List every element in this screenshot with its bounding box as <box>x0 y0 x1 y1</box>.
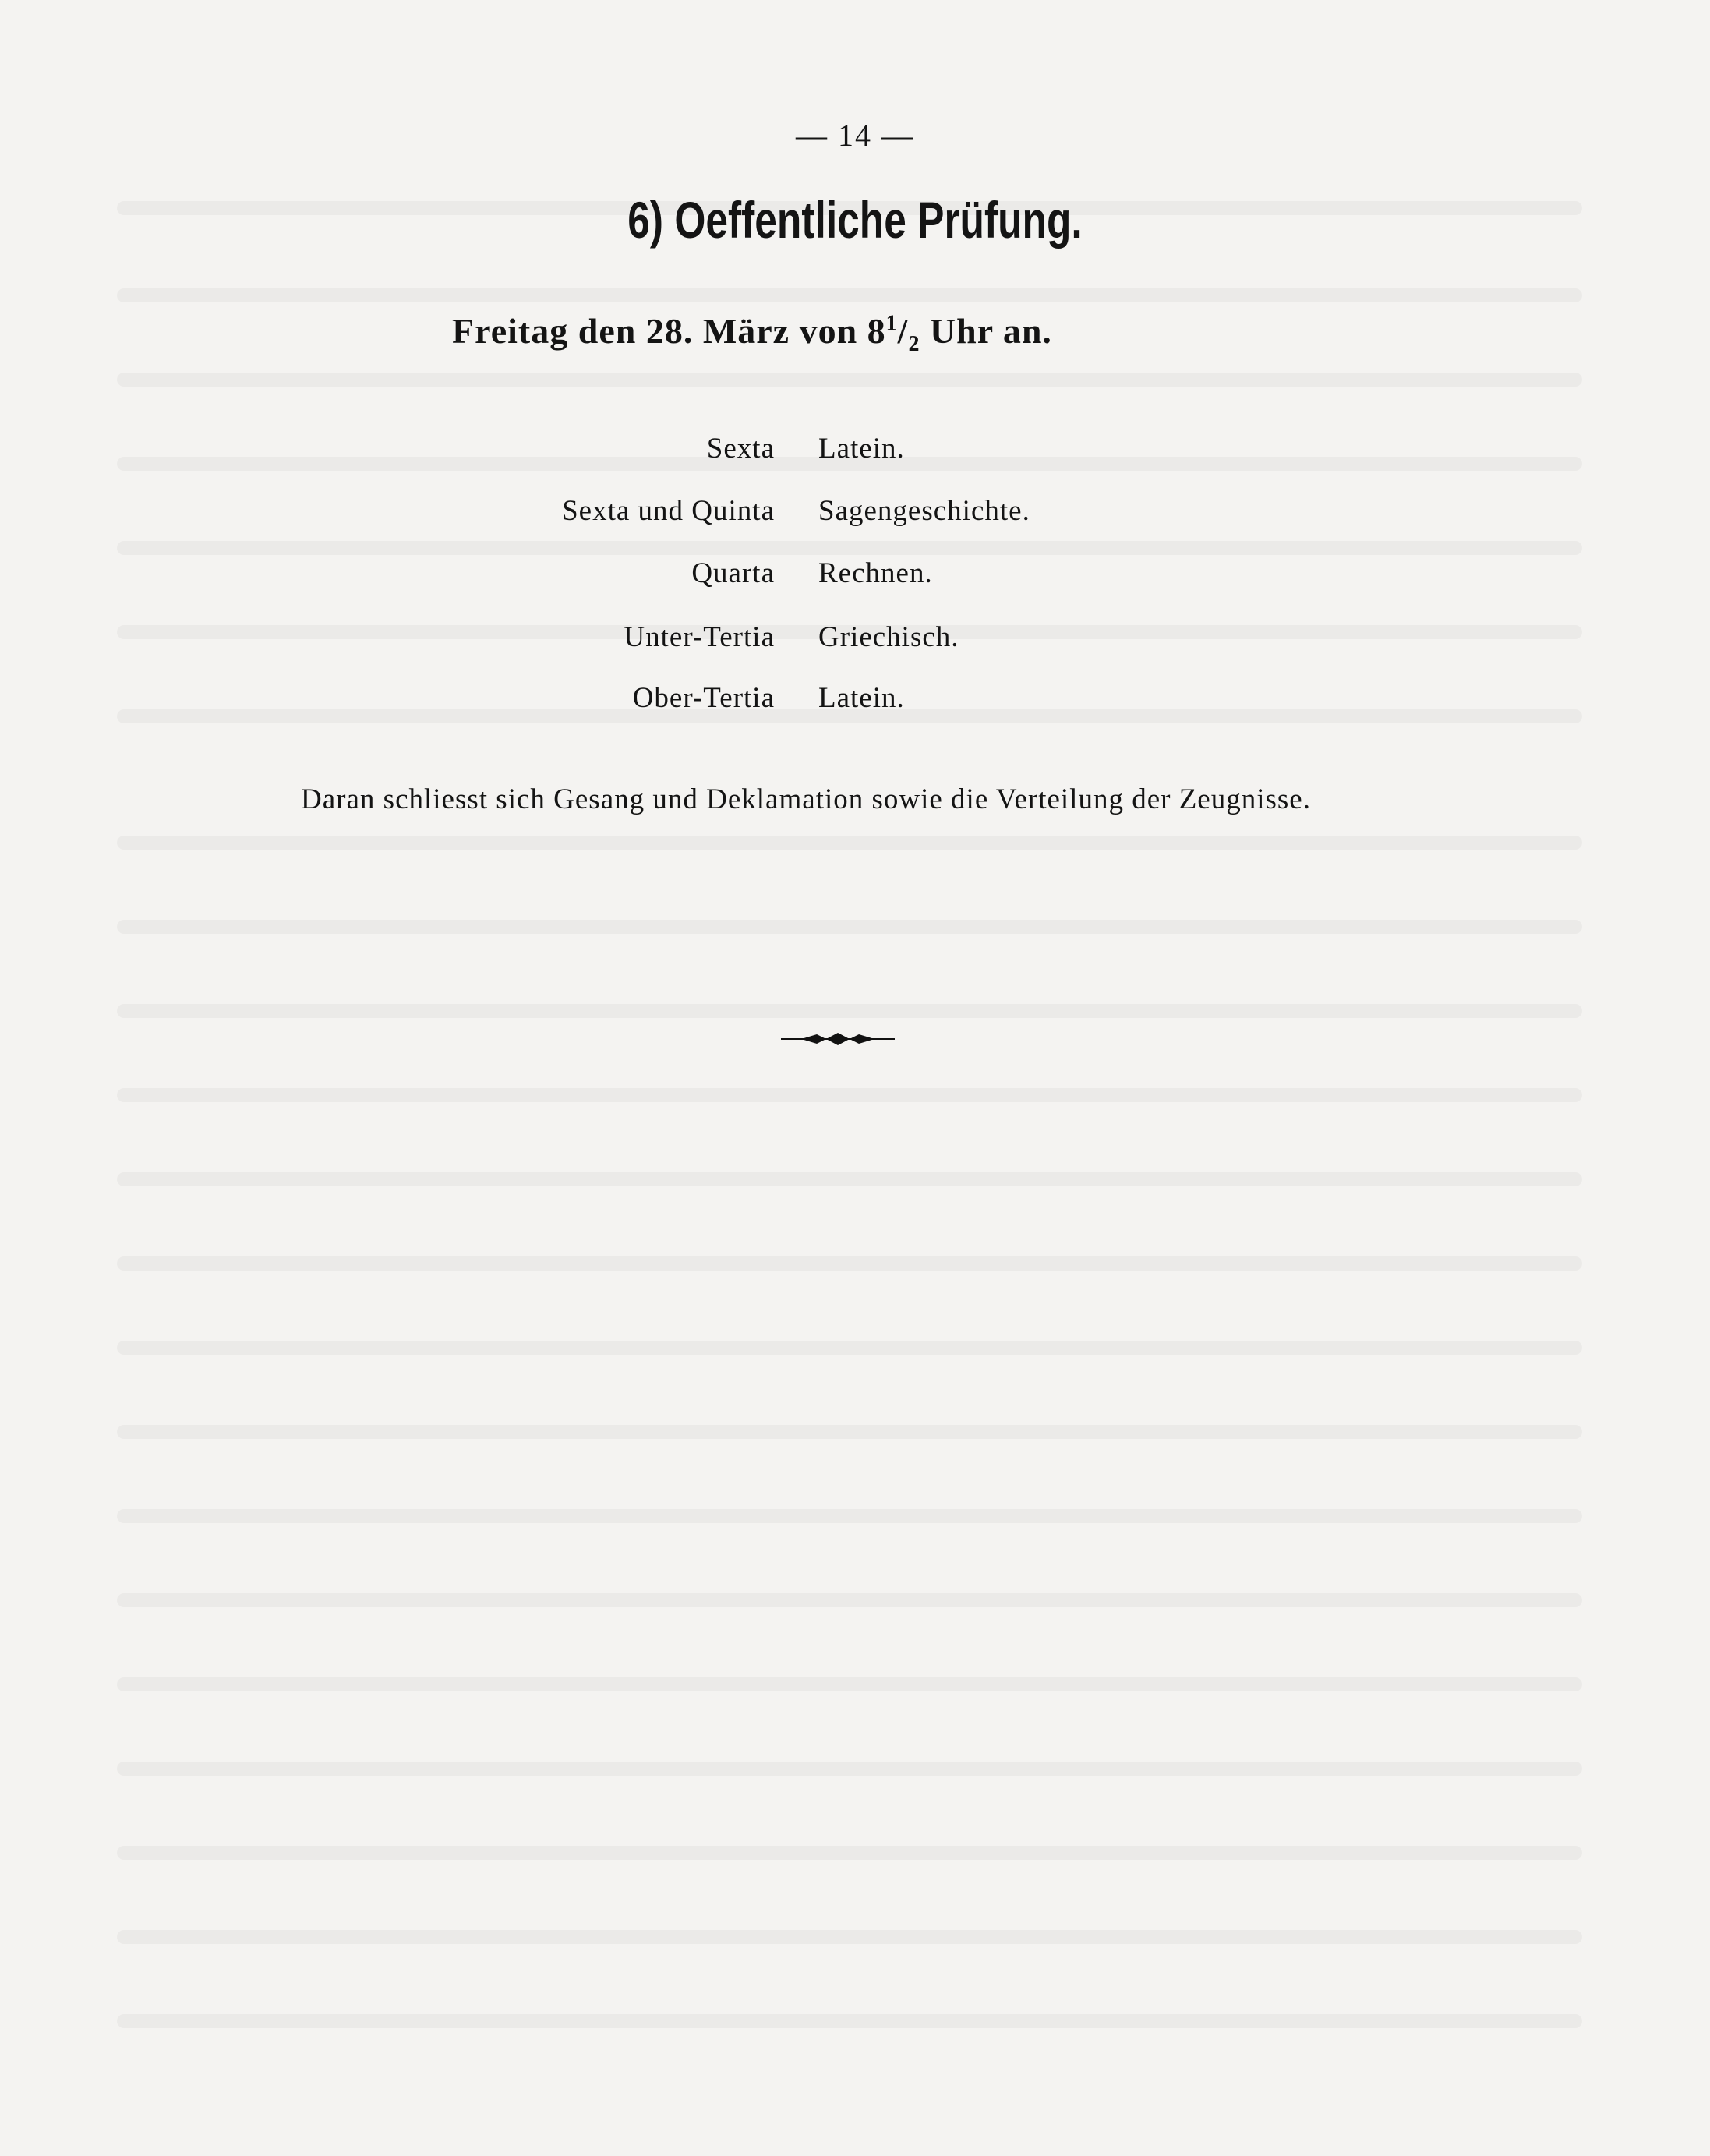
bleed-through-line <box>117 1088 1582 1102</box>
date-prefix: Freitag den 28. März von 8 <box>452 311 886 351</box>
bleed-through-line <box>117 288 1582 302</box>
fraction-numerator: 1 <box>885 311 898 336</box>
schedule-subject: Griechisch. <box>818 621 959 653</box>
bleed-through-line <box>117 836 1582 850</box>
bleed-through-line <box>117 1425 1582 1439</box>
schedule-subject: Latein. <box>818 682 905 714</box>
schedule-class: Sexta und Quinta <box>562 495 775 527</box>
bleed-through-line <box>117 1846 1582 1860</box>
bleed-through-line <box>117 1677 1582 1691</box>
bleed-through-line <box>117 373 1582 387</box>
schedule-class: Quarta <box>691 557 775 589</box>
schedule-row <box>0 494 1710 541</box>
schedule-row <box>0 432 1710 479</box>
bleed-through-line <box>117 2014 1582 2028</box>
schedule-row <box>0 620 1710 667</box>
bleed-through-line <box>117 1004 1582 1018</box>
bleed-through-line <box>117 1256 1582 1271</box>
schedule-row <box>0 681 1710 728</box>
schedule-subject: Latein. <box>818 433 905 465</box>
bleed-through-line <box>117 1341 1582 1355</box>
bleed-through-line <box>117 920 1582 934</box>
bleed-through-line <box>117 1762 1582 1776</box>
bleed-through-line <box>117 1930 1582 1944</box>
schedule-subject: Sagengeschichte. <box>818 495 1030 527</box>
schedule-class: Ober-Tertia <box>632 682 775 714</box>
section-heading: 6) Oeffentliche Prüfung. <box>627 191 1083 249</box>
schedule-class: Sexta <box>706 433 775 465</box>
ornament-divider-icon <box>779 1027 896 1051</box>
bleed-through-line <box>117 541 1582 555</box>
bleed-through-line <box>117 1593 1582 1607</box>
schedule-class: Unter-Tertia <box>624 621 775 653</box>
bleed-through-line <box>117 1172 1582 1186</box>
schedule-row <box>0 557 1710 603</box>
bleed-through-line <box>117 1509 1582 1523</box>
exam-date-line: Freitag den 28. März von $8^1/_2$ Uhr an. <box>452 311 1052 357</box>
page-number: — 14 — <box>796 118 914 153</box>
fraction-denominator: 2 <box>908 332 920 357</box>
schedule-subject: Rechnen. <box>818 557 933 589</box>
date-suffix: Uhr an. <box>929 311 1052 351</box>
closing-sentence: Daran schliesst sich Gesang und Deklamation sowie die Verteilung der Zeugnisse. <box>301 783 1311 815</box>
